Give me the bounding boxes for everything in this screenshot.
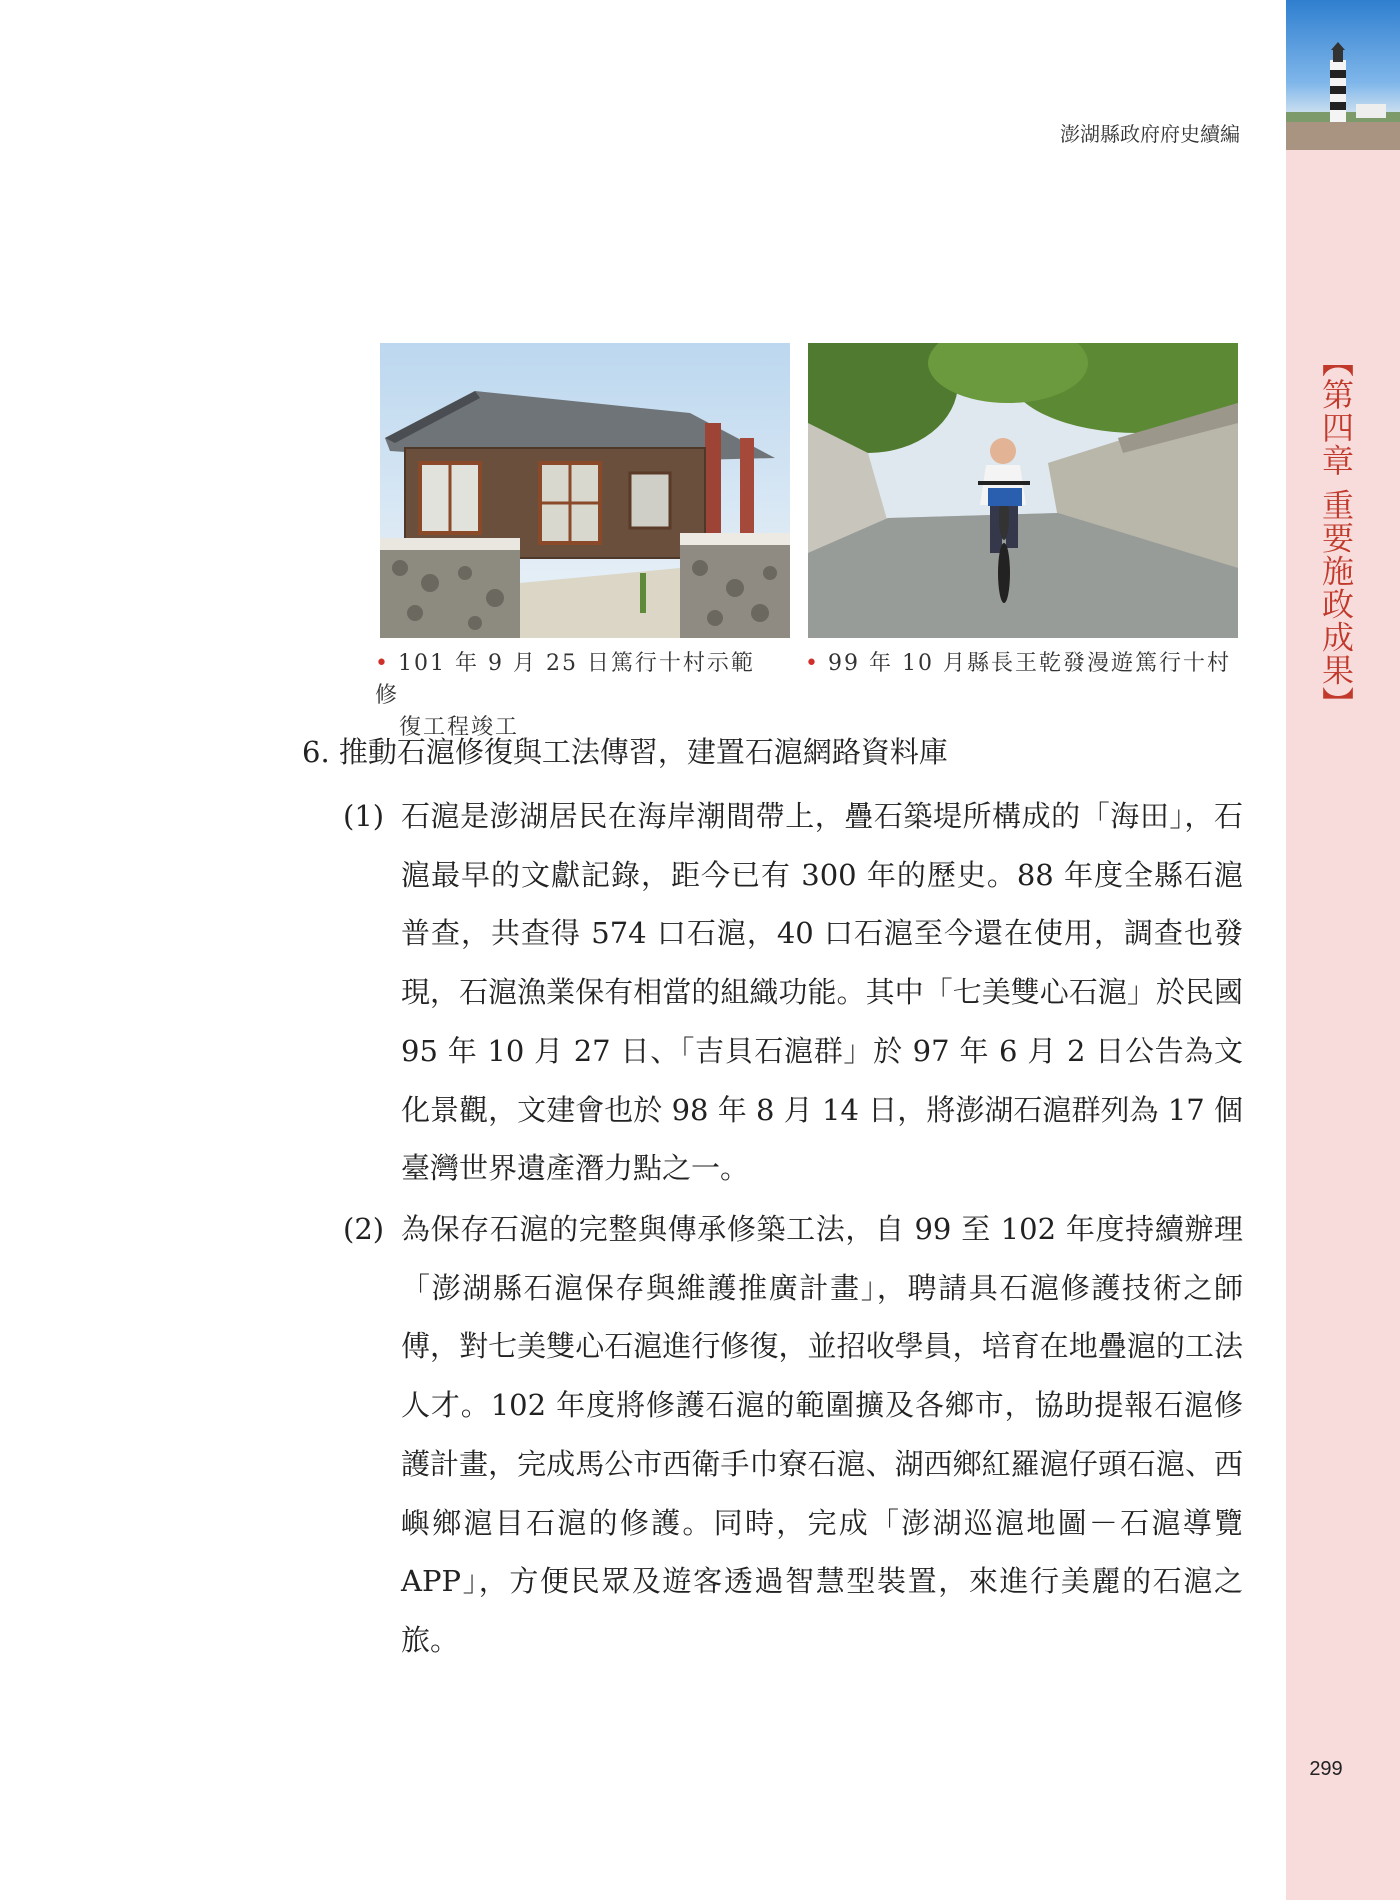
chapter-tab: 【第四章 重要施政成果】 bbox=[1317, 345, 1355, 720]
item-text: 石滬是澎湖居民在海岸潮間帶上，疊石築堤所構成的「海田」，石滬最早的文獻記錄，距今已有 300 年的歷史。88 年度全縣石滬普查，共查得 574 口石滬，40 口石滬至今還在使用，調查也發現，石滬漁業保有相當的組織功能。其中「七美雙心石滬」於民國 95 年 10 月 27 日、「吉貝石滬群」於 97 年 6 月 2 日公告為文化景觀，文建會也於 98 年 8 月 14 日，將澎湖石滬群列為 17 個臺灣世界遺產潛力點之一。 bbox=[401, 799, 1243, 1186]
lighthouse-icon bbox=[1286, 0, 1400, 150]
photo-restored-house bbox=[380, 343, 790, 638]
caption-text: 99 年 10 月縣長王乾發漫遊篤行十村 bbox=[827, 651, 1231, 676]
page-number: 299 bbox=[1309, 1758, 1343, 1780]
caption-text-continued: 復工程竣工 bbox=[399, 715, 520, 740]
figure-caption-left bbox=[375, 648, 775, 744]
section-heading: 6. 推動石滬修復與工法傳習，建置石滬網路資料庫 bbox=[302, 735, 948, 769]
item-marker: (2) bbox=[343, 1212, 385, 1246]
list-item bbox=[343, 1200, 1243, 1670]
item-marker: (1) bbox=[343, 799, 385, 833]
running-header: 澎湖縣政府府史續編 bbox=[1060, 122, 1240, 146]
list-item bbox=[343, 787, 1243, 1198]
lighthouse-photo bbox=[1286, 0, 1400, 150]
caption-bullet: • bbox=[375, 651, 390, 676]
photo-cycling-lane bbox=[808, 343, 1238, 638]
side-band bbox=[1286, 0, 1400, 1900]
caption-bullet: • bbox=[805, 651, 820, 676]
caption-text: 101 年 9 月 25 日篤行十村示範修 bbox=[375, 651, 755, 708]
item-text: 為保存石滬的完整與傳承修築工法，自 99 至 102 年度持續辦理「澎湖縣石滬保存與維護推廣計畫」，聘請具石滬修護技術之師傅，對七美雙心石滬進行修復，並招收學員，培育在地疊滬的工法人才。102 年度將修護石滬的範圍擴及各鄉市，協助提報石滬修護計畫，完成馬公市西衛手巾寮石滬、湖西鄉紅羅滬仔頭石滬、西嶼鄉滬目石滬的修護。同時，完成「澎湖巡滬地圖－石滬導覽 APP」，方便民眾及遊客透過智慧型裝置，來進行美麗的石滬之旅。 bbox=[401, 1212, 1243, 1657]
figure-caption-right bbox=[805, 648, 1245, 680]
